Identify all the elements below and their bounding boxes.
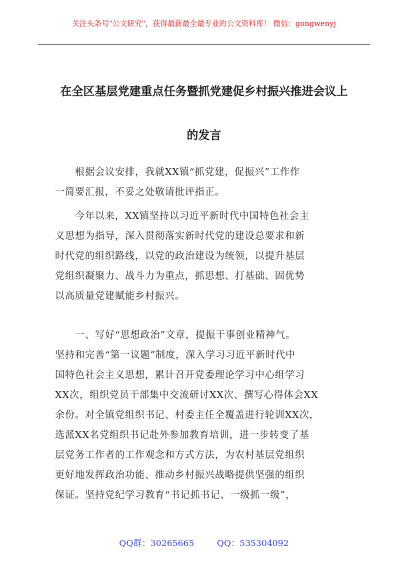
paragraph-line: 义思想为指导，深入贯彻落实新时代党的建设总要求和新 bbox=[55, 231, 305, 242]
paragraph-line: 坚持和完善“第一议题”制度，深入学习习近平新时代中 bbox=[55, 350, 296, 361]
paragraph-line: 余份。对全镇党组织书记、村委主任全覆盖进行轮训XX次， bbox=[55, 410, 320, 421]
paragraph-section-one bbox=[55, 326, 355, 506]
paragraph-line: 国特色社会主义思想，累计召开党委理论学习中心组学习 bbox=[55, 370, 305, 381]
paragraph-line: 党组织凝聚力、战斗力为重点，抓思想、打基础、固优势 bbox=[55, 271, 305, 282]
paragraph-line: 以高质量党建赋能乡村振兴。 bbox=[55, 291, 185, 302]
paragraph-line: 今年以来，XX镇坚持以习近平新时代中国特色社会主 bbox=[75, 211, 310, 222]
paragraph-overview bbox=[55, 207, 355, 307]
paragraph-line: 选派XX名党组织书记赴外参加教育培训，进一步转变了基 bbox=[55, 430, 310, 441]
header-divider bbox=[38, 44, 370, 45]
paragraph-line: 时代党的组织路线，以党的政治建设为统领，以提升基层 bbox=[55, 251, 305, 262]
paragraph-line: 一简要汇报，不妥之处敬请批评指正。 bbox=[55, 187, 225, 198]
paragraph-line: 根据会议安排，我就XX镇“抓党建，促振兴”工作作 bbox=[75, 167, 300, 178]
header-banner: 关注头条号"公文研究"，获得最新最全最专业的公文资料库！ 微信：gongwenyj bbox=[71, 19, 337, 28]
paragraph-line: XX次，组织党员干部集中交流研讨XX次、撰写心得体会XX bbox=[55, 390, 319, 401]
section-heading: 一、写好“思想政治”文章，提振干事创业精神气。 bbox=[75, 330, 296, 341]
paragraph-line: 更好地发挥政治功能、推动乡村振兴战略提供坚强的组织 bbox=[55, 470, 305, 481]
document-title-line-2: 的发言 bbox=[186, 128, 222, 142]
footer-qq: QQ：535304092 bbox=[216, 539, 289, 549]
paragraph-opening bbox=[55, 163, 355, 203]
paragraph-line: 层党务工作者的工作观念和方式方法，为农村基层党组织 bbox=[55, 450, 305, 461]
document-title-line-1: 在全区基层党建重点任务暨抓党建促乡村振兴推进会议上 bbox=[60, 84, 348, 98]
paragraph-line: 保证。坚持党纪学习教育“书记抓书记、一级抓一级”， bbox=[55, 490, 296, 501]
footer-qq-group: QQ群：30265665 bbox=[119, 539, 195, 549]
footer-contacts bbox=[0, 537, 408, 549]
